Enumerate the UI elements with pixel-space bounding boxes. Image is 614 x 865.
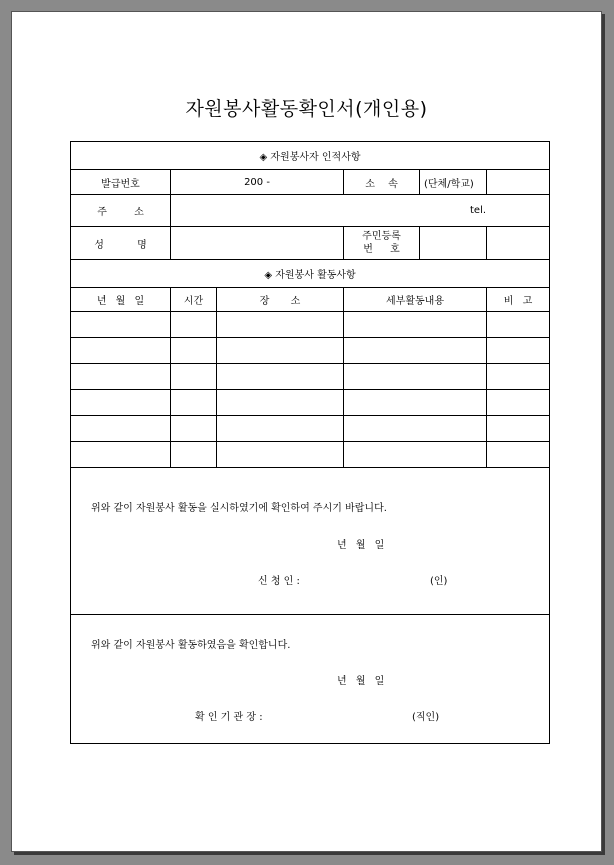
volunteer-form-table	[70, 141, 550, 744]
issue-number-label: 발급번호	[71, 170, 171, 195]
activity-cell[interactable]	[171, 442, 217, 468]
activity-cell[interactable]	[71, 338, 171, 364]
activity-cell[interactable]	[344, 416, 487, 442]
activity-cell[interactable]	[171, 416, 217, 442]
activity-cell[interactable]	[487, 338, 550, 364]
activity-cell[interactable]	[344, 364, 487, 390]
rrn-field[interactable]	[420, 227, 486, 259]
activity-cell[interactable]	[487, 312, 550, 338]
applicant-label: 신 청 인 :	[258, 576, 300, 587]
activity-cell[interactable]	[71, 416, 171, 442]
activity-cell[interactable]	[171, 364, 217, 390]
activity-cell[interactable]	[217, 364, 344, 390]
activity-row	[71, 442, 550, 468]
section-personal-header-row	[71, 142, 550, 170]
activity-cell[interactable]	[487, 364, 550, 390]
name-label: 성 명	[71, 227, 171, 260]
request-row	[71, 468, 550, 615]
activity-cell[interactable]	[217, 416, 344, 442]
col-time-header: 시간	[171, 288, 217, 312]
col-note-header: 비 고	[487, 288, 550, 312]
affiliation-label: 소 속	[344, 170, 420, 194]
confirm-row	[71, 615, 550, 744]
activity-cell[interactable]	[217, 338, 344, 364]
activity-cell[interactable]	[171, 338, 217, 364]
name-row	[71, 227, 550, 260]
activity-cell[interactable]	[344, 312, 487, 338]
confirm-text: 위와 같이 자원봉사 활동하였음을 확인합니다.	[91, 640, 291, 651]
applicant-seal: (인)	[430, 576, 448, 587]
page-title: 자원봉사활동확인서(개인용)	[185, 98, 428, 120]
activity-row	[71, 390, 550, 416]
document-page	[11, 11, 602, 852]
activity-cell[interactable]	[344, 442, 487, 468]
activity-cell[interactable]	[217, 442, 344, 468]
section-activity-header-row	[71, 260, 550, 288]
section-personal-header: ◈ 자원봉사자 인적사항	[71, 142, 550, 170]
activity-cell[interactable]	[171, 390, 217, 416]
issue-number-field[interactable]: 200 -	[171, 170, 344, 195]
activity-cell[interactable]	[487, 390, 550, 416]
col-detail-header: 세부활동내용	[344, 288, 487, 312]
activity-row	[71, 416, 550, 442]
activity-cell[interactable]	[71, 390, 171, 416]
issue-number-row	[71, 170, 550, 195]
col-place-header: 장 소	[217, 288, 344, 312]
confirm-date: 년 월 일	[337, 676, 385, 687]
activity-cell[interactable]	[487, 442, 550, 468]
col-date-header: 년 월 일	[71, 288, 171, 312]
name-field[interactable]	[171, 227, 344, 260]
activity-cell[interactable]	[71, 312, 171, 338]
affiliation-field[interactable]: (단체/학교)	[424, 178, 474, 190]
request-block	[71, 468, 550, 615]
request-date: 년 월 일	[337, 540, 385, 551]
activity-cell[interactable]	[487, 416, 550, 442]
section-activity-header: ◈ 자원봉사 활동사항	[71, 260, 550, 288]
activity-row	[71, 364, 550, 390]
activity-row	[71, 312, 550, 338]
institution-seal: (직인)	[412, 712, 440, 723]
activity-header-row	[71, 288, 550, 312]
activity-cell[interactable]	[71, 442, 171, 468]
activity-cell[interactable]	[217, 312, 344, 338]
activity-cell[interactable]	[171, 312, 217, 338]
confirm-block	[71, 615, 550, 744]
address-label: 주 소	[71, 195, 171, 227]
activity-cell[interactable]	[217, 390, 344, 416]
activity-cell[interactable]	[344, 390, 487, 416]
tel-label: tel.	[470, 205, 487, 216]
rrn-label: 주민등록 번 호	[344, 227, 420, 259]
institution-label: 확 인 기 관 장 :	[195, 712, 263, 723]
activity-row	[71, 338, 550, 364]
activity-cell[interactable]	[71, 364, 171, 390]
address-field[interactable]	[171, 195, 550, 227]
activity-cell[interactable]	[344, 338, 487, 364]
request-text: 위와 같이 자원봉사 활동을 실시하였기에 확인하여 주시기 바랍니다.	[91, 503, 387, 514]
address-row	[71, 195, 550, 227]
